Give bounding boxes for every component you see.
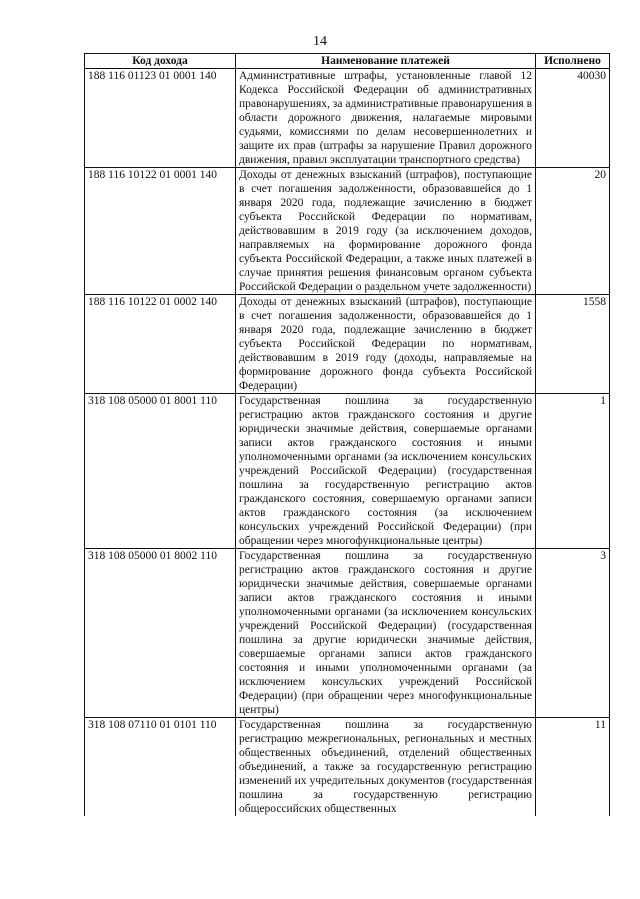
executed-amount: 11 — [536, 718, 610, 817]
executed-amount: 1 — [536, 394, 610, 549]
table-row — [85, 69, 610, 168]
payment-name: Государственная пошлина за государственную регистрацию актов гражданского состояния и другие юридически значимые действия, совершаемые органами записи актов гражданского состояния и иными уполномоченными органами (за исключением консульских учреждений Российской Федерации) (государственная пошлина за государственную регистрацию актов гражданского состояния, совершаемую органами записи актов гражданского состояния (за исключением консульских учреждений Российской Федерации) (при обращении через многофункциональные центры) — [236, 394, 536, 549]
header-code: Код дохода — [85, 54, 236, 69]
revenue-code: 318 108 05000 01 8001 110 — [85, 394, 236, 549]
executed-amount: 3 — [536, 549, 610, 718]
executed-amount: 20 — [536, 168, 610, 295]
table-header-row — [85, 54, 610, 69]
table-row — [85, 394, 610, 549]
payment-name: Административные штрафы, установленные главой 12 Кодекса Российской Федерации об административных правонарушениях, за административные правонарушения в области дорожного движения, налагаемые мировыми судьями, комиссиями по делам несовершеннолетних и защите их прав (штрафы за нарушение Правил дорожного движения, правил эксплуатации транспортного средства) — [236, 69, 536, 168]
payment-name: Доходы от денежных взысканий (штрафов), поступающие в счет погашения задолженности, образовавшейся до 1 января 2020 года, подлежащие зачислению в бюджет субъекта Российской Федерации по нормативам, действовавшим в 2019 году (за исключением доходов, направляемых на формирование дорожного фонда субъекта Российской Федерации, а также иных платежей в случае принятия решения финансовым органом субъекта Российской Федерации о раздельном учете задолженности) — [236, 168, 536, 295]
page-number: 14 — [313, 34, 327, 49]
executed-amount: 1558 — [536, 295, 610, 394]
table-row — [85, 549, 610, 718]
revenue-code: 188 116 10122 01 0001 140 — [85, 168, 236, 295]
revenue-code: 318 108 07110 01 0101 110 — [85, 718, 236, 817]
revenue-code: 318 108 05000 01 8002 110 — [85, 549, 236, 718]
revenue-table — [84, 53, 610, 816]
payment-name-text: Государственная пошлина за государственную регистрацию межрегиональных, региональных и местных общественных объединений, отделений общественных объединений, а также за государственную регистрацию изменений их учредительных документов (государственная пошлина за государственную регистрацию общероссийских общественных — [239, 719, 532, 815]
table-row — [85, 168, 610, 295]
revenue-code: 188 116 10122 01 0002 140 — [85, 295, 236, 394]
executed-amount: 40030 — [536, 69, 610, 168]
table-row — [85, 718, 610, 817]
payment-name: Государственная пошлина за государственную регистрацию актов гражданского состояния и другие юридически значимые действия, совершаемые органами записи актов гражданского состояния и иными уполномоченными органами (за исключением консульских учреждений Российской Федерации) (государственная пошлина за другие юридически значимые действия, совершаемые органами записи актов гражданского состояния и иными уполномоченными органами (за исключением консульских учреждений Российской Федерации) (при обращении через многофункциональные центры) — [236, 549, 536, 718]
revenue-code: 188 116 01123 01 0001 140 — [85, 69, 236, 168]
header-amount: Исполнено — [536, 54, 610, 69]
payment-name — [236, 718, 536, 817]
payment-name: Доходы от денежных взысканий (штрафов), поступающие в счет погашения задолженности, образовавшейся до 1 января 2020 года, подлежащие зачислению в бюджет субъекта Российской Федерации по нормативам, действовавшим в 2019 году (доходы, направляемые на формирование дорожного фонда субъекта Российской Федерации) — [236, 295, 536, 394]
header-name: Наименование платежей — [236, 54, 536, 69]
table-row — [85, 295, 610, 394]
